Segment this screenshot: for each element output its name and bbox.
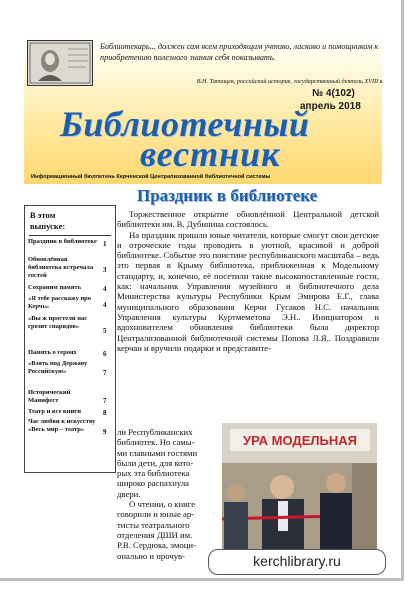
masthead-subtitle: Информационный бюллетень Керченской Централизованной библиотечной системы <box>31 174 271 180</box>
photo-banner-text: УРА МОДЕЛЬНАЯ <box>243 433 357 448</box>
epigraph-author: В.Н. Татищев, российский историк, государственный деятель XVIII в. <box>196 78 384 85</box>
toc-item-label[interactable]: «Вы ж простели нас грозит снарядов» <box>28 315 88 330</box>
article-paragraph: На праздник пришли юные читатели, которые смогут свои детские и отроческие годы проводить в уютной, красивой и доброй библиотеке. Событие это поистине республиканского масштаба – ведь это первая в Крыму библиотека, приближенная к Модельному стандарту, и, конечно, её посетили такие высокопоставленные гости, как: начальник Управления музейного и библиотечного дела Министерства культуры Республики Крым Эмирова Е.Г., глава муниципального образования Керчи Гусаков Н.С. начальник Управления культуры Куртмеметова Э.Н.. Инициатором и вдохновителем обновления библиотеки была директор Централизованной библиотечной системы Попова Л.Я.. Поздравили керчан и вручили подарки и представите- <box>117 229 379 353</box>
masthead-title-line2: вестник <box>140 134 281 174</box>
toc-item-page: 9 <box>103 428 107 436</box>
article-line: широко распахнула <box>117 478 190 489</box>
toc-item-label[interactable]: Обновлённая библиотека встречала гостей <box>28 256 94 279</box>
toc-item-page: 1 <box>103 240 107 248</box>
article-line: отделения ДШИ им. <box>117 529 193 540</box>
page-edge-bottom <box>0 578 404 581</box>
issue-date: апрель 2018 <box>300 101 361 112</box>
issue-number: № 4(102) <box>312 88 355 99</box>
toc-item-page: 7 <box>103 397 107 405</box>
article-line: ми главными гостями <box>117 447 198 458</box>
watermark-text: kerchlibrary.ru <box>253 553 341 569</box>
toc-item-label[interactable]: Час любви к искусству «Весь мир – театр» <box>28 418 96 433</box>
article-line: рых эта библиотека <box>117 468 190 479</box>
article-line: онально и прочув- <box>117 550 186 561</box>
toc-item-page: 7 <box>103 369 107 377</box>
toc-item-label[interactable]: Праздник в библиотеке <box>28 238 97 245</box>
article-line: были дети, для кото- <box>117 457 194 468</box>
article-paragraph: Торжественное открытие обновлённой Центральной детской библиотеки им. В. Дубинина состоялось. <box>117 209 379 230</box>
toc-heading <box>30 210 110 232</box>
toc-item-page: 5 <box>103 327 107 335</box>
toc-item-label[interactable]: Память о героях <box>28 349 77 356</box>
article-title: Праздник в библиотеке <box>137 186 318 205</box>
article-narrow-column <box>117 427 217 561</box>
tatishchev-portrait <box>27 40 93 86</box>
toc-item-page: 4 <box>103 301 107 309</box>
article-body <box>117 209 379 353</box>
toc-item-page: 6 <box>103 350 107 358</box>
article-line: Р.В. Сердюка, эмоци- <box>117 540 196 551</box>
article-line: двери. <box>117 488 141 499</box>
toc-item-label[interactable]: Сохраним память <box>28 284 82 291</box>
toc-item-label[interactable]: Исторический Манифест <box>28 389 71 404</box>
article-line: библиотек. Но самы- <box>117 437 195 448</box>
article-line: О чтении, о книге <box>129 499 196 510</box>
toc-item-page: 8 <box>103 409 107 417</box>
article-line: говорили и юные ар- <box>117 509 195 520</box>
toc-divider <box>29 235 111 236</box>
table-of-contents <box>24 205 116 473</box>
toc-heading-line2: выпуске: <box>30 221 66 231</box>
toc-item-label[interactable]: Театр и все книги <box>28 408 81 415</box>
toc-item-page: 4 <box>103 285 107 293</box>
article-line: тисты театрального <box>117 519 190 530</box>
site-watermark <box>208 549 386 575</box>
toc-item-label[interactable]: «Взять под Державу Российскую» <box>28 360 88 375</box>
article-line: ли Республиканских <box>117 427 193 437</box>
epigraph-quote: Библиотекарь... должен сам всем приходящим учтиво, ласково и помощником к приобретению полезного знания себя показывать. <box>100 42 379 62</box>
toc-heading-line1: В этом <box>30 210 56 220</box>
toc-item-label[interactable]: «Я тебе расскажу про Керчь» <box>28 295 92 310</box>
page-edge-right <box>401 0 404 578</box>
masthead-title-line1: Библиотечный <box>60 104 310 144</box>
toc-item-page: 3 <box>103 266 107 274</box>
